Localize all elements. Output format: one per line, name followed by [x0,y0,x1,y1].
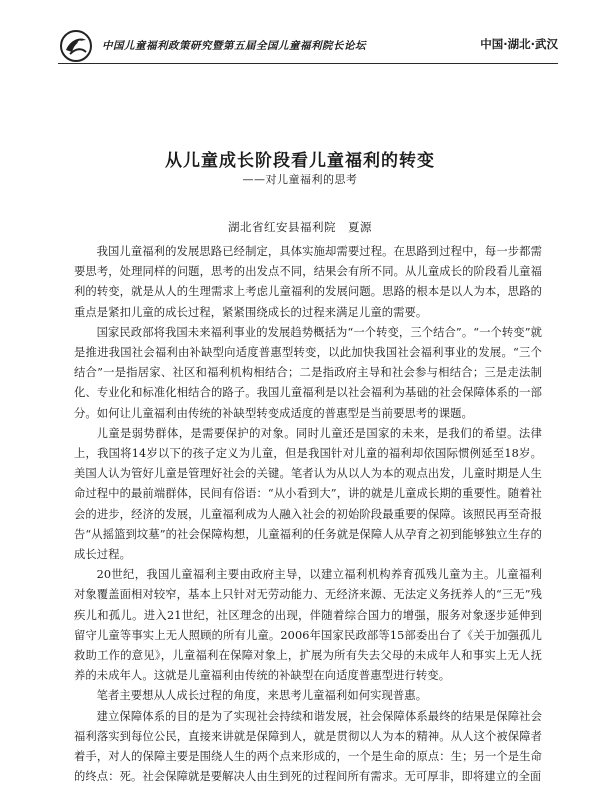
header-rule [58,63,558,64]
paragraph: 笔者主要想从人成长过程的角度，来思考儿童福利如何实现普惠。 [96,689,428,703]
paragraph: 儿童是弱势群体，是需要保护的对象。同时儿童还是国家的未来，是我们的希望。法律上，我国将14岁以下的孩子定义为儿童，但是我国针对儿童的福利却依国际惯例延至18岁。美国人认为管好儿童是管理好社会的关键。笔者认为从以人为本的观点出发，儿童时期是人生命过程中的最前端群体，民间有俗语：“从小看到大”，讲的就是儿童成长期的重要性。随着社会的进步，经济的发展，儿童福利成为人融入社会的初始阶段最重要的保障。该照民再至奇报告“从摇篮到坟墓”的社会保障构想，儿童福利的任务就是保障人从孕育之初到能够独立生存的成长过程。 [74,426,542,562]
article-author: 湖北省红安县福利院 夏源 [228,220,372,234]
conference-location: 中国·湖北·武汉 [480,37,558,51]
paragraph: 20世纪，我国儿童福利主要由政府主导，以建立福利机构养育孤残儿童为主。儿童福利对象覆盖面相对较窄，基本上只针对无劳动能力、无经济来源、无法定义务抚养人的“三无”残疾儿和孤儿。进入21世纪，社区理念的出现，伴随着综合国力的增强，服务对象逐步延伸到留守儿童等事实上无人照顾的所有儿童。2006年国家民政部等15部委出台了《关于加强孤儿救助工作的意见》，儿童福利在保障对象上，扩展为所有失去父母的未成年人和事实上无人抚养的未成年人。这就是儿童福利由传统的补缺型在向适度普惠型进行转变。 [74,568,542,683]
conference-name: 中国儿童福利政策研究暨第五届全国儿童福利院长论坛 [102,40,366,52]
article-body [74,242,542,787]
paragraph: 我国儿童福利的发展思路已经制定，具体实施却需要过程。在思路到过程中，每一步都需要思考，处理同样的问题，思考的出发点不同，结果会有所不同。从儿童成长的阶段看儿童福利的转变，就是从人的生理需求上考虑儿童福利的发展问题。思路的根本是以人为本，思路的重点是紧扣儿童的成长过程，紧紧围绕成长的过程来满足儿童的需要。 [74,245,542,319]
article-subtitle: ——对儿童福利的思考 [242,173,358,186]
paragraph: 国家民政部将我国未来福利事业的发展趋势概括为“一个转变，三个结合”。“一个转变”就是推进我国社会福利由补缺型向适度普惠型转变，以此加快我国社会福利事业的发展。“三个结合”一是指居家、社区和福利机构相结合；二是指政府主导和社会参与相结合；三是走法制化、专业化和标准化相结合的路子。我国儿童福利是以社会福利为基础的社会保障体系的一部分。如何让儿童福利由传统的补缺型转变成适度的普惠型是当前要思考的课题。 [74,325,542,420]
conference-logo-icon [58,28,94,64]
running-header [58,34,558,58]
article-title: 从儿童成长阶段看儿童福利的转变 [165,151,435,171]
paragraph: 建立保障体系的目的是为了实现社会持续和谐发展，社会保障体系最终的结果是保障社会福利落实到每位公民，直接来讲就是保障到人，就是贯彻以人为本的精神。从人这个被保障者着手，对人的保障主要是围绕人生的两个点来形成的，一个是生命的原点：生；另一个是生命的终点：死。社会保障就是要解决人由生到死的过程间所有需求。无可厚非，即将建立的全面 [74,709,542,784]
